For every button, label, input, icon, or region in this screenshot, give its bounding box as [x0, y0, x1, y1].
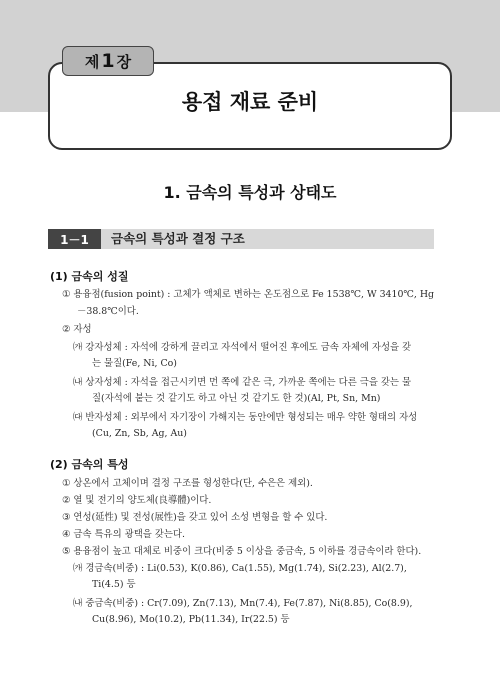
sub-text: 반자성체 : 외부에서 자기장이 가해지는 동안에만 형성되는 매우 약한 형태의 자성	[85, 412, 418, 423]
part2-item5	[62, 545, 421, 558]
item-marker: ⑤	[62, 546, 71, 557]
magnet-para-cont: 질(자석에 붙는 것 같기도 하고 아닌 것 같기도 한 것)(Al, Pt, Sn, Mn)	[92, 393, 381, 404]
sub-marker: ㈎	[73, 563, 83, 574]
subsection-number: 1－1	[48, 229, 101, 249]
part1-item2	[62, 323, 92, 336]
sub-text: 상자성체 : 자석을 접근시키면 먼 쪽에 같은 극, 가까운 쪽에는 다른 극을 갖는 물	[85, 377, 412, 388]
sub-marker: ㈏	[73, 598, 83, 609]
part2-item2	[62, 494, 211, 507]
item-marker: ①	[62, 289, 71, 300]
sub-text: 강자성체 : 자석에 강하게 끌리고 자석에서 떨어진 후에도 금속 자체에 자성을 갖	[85, 342, 412, 353]
chapter-title: 용접 재료 준비	[181, 90, 319, 114]
chapter-tab	[62, 46, 154, 76]
section-title: 1. 금속의 특성과 상태도	[163, 183, 337, 202]
subsection-title: 금속의 특성과 결정 구조	[111, 231, 245, 246]
part2-heading: (2) 금속의 특성	[50, 458, 129, 471]
sub-marker: ㈎	[73, 342, 83, 353]
item-text: 열 및 전기의 양도체(良導體)이다.	[73, 495, 212, 506]
magnet-para	[73, 376, 411, 389]
sub-text: 중금속(비중) : Cr(7.09), Zn(7.13), Mn(7.4), Fe(7.87), Ni(8.85), Co(8.9),	[85, 598, 413, 609]
item-marker: ④	[62, 529, 71, 540]
sub-text: 경금속(비중) : Li(0.53), K(0.86), Ca(1.55), Mg(1.74), Si(2.23), Al(2.7),	[85, 563, 407, 574]
sub-marker: ㈏	[73, 377, 83, 388]
item-marker: ②	[62, 495, 71, 506]
chapter-tab-prefix: 제	[84, 52, 100, 71]
chapter-tab-number: 1	[101, 50, 115, 72]
magnet-dia-cont: (Cu, Zn, Sb, Ag, Au)	[92, 428, 187, 439]
heavy-metals-cont: Cu(8.96), Mo(10.2), Pb(11.34), Ir(22.5) 등	[92, 614, 290, 625]
light-metals	[73, 562, 407, 575]
item-marker: ①	[62, 478, 71, 489]
part2-item1	[62, 477, 313, 490]
item-text: 금속 특유의 광택을 갖는다.	[73, 529, 185, 540]
item-text: 상온에서 고체이며 결정 구조를 형성한다(단, 수은은 제외).	[73, 478, 313, 489]
part1-item1	[62, 288, 434, 301]
part1-heading: (1) 금속의 성질	[50, 270, 129, 283]
magnet-ferro	[73, 341, 411, 354]
item-text: 용융점이 높고 대체로 비중이 크다(비중 5 이상을 중금속, 5 이하를 경금속이라 한다).	[73, 546, 422, 557]
item-marker: ②	[62, 324, 71, 335]
sub-marker: ㈐	[73, 412, 83, 423]
part1-item1-cont: －38.8℃이다.	[77, 306, 139, 317]
item-label: 자성	[73, 324, 92, 335]
item-text: 연성(延性) 및 전성(展性)을 갖고 있어 소성 변형을 할 수 있다.	[73, 512, 328, 523]
magnet-dia	[73, 411, 417, 424]
chapter-tab-suffix: 장	[116, 52, 132, 71]
item-text: 용융점(fusion point) : 고체가 액체로 변하는 온도점으로 Fe 1538℃, W 3410℃, Hg	[73, 289, 435, 300]
part2-item4	[62, 528, 185, 541]
light-metals-cont: Ti(4.5) 등	[92, 579, 136, 590]
item-marker: ③	[62, 512, 71, 523]
heavy-metals	[73, 597, 412, 610]
magnet-ferro-cont: 는 물질(Fe, Ni, Co)	[92, 358, 177, 369]
part2-item3	[62, 511, 327, 524]
